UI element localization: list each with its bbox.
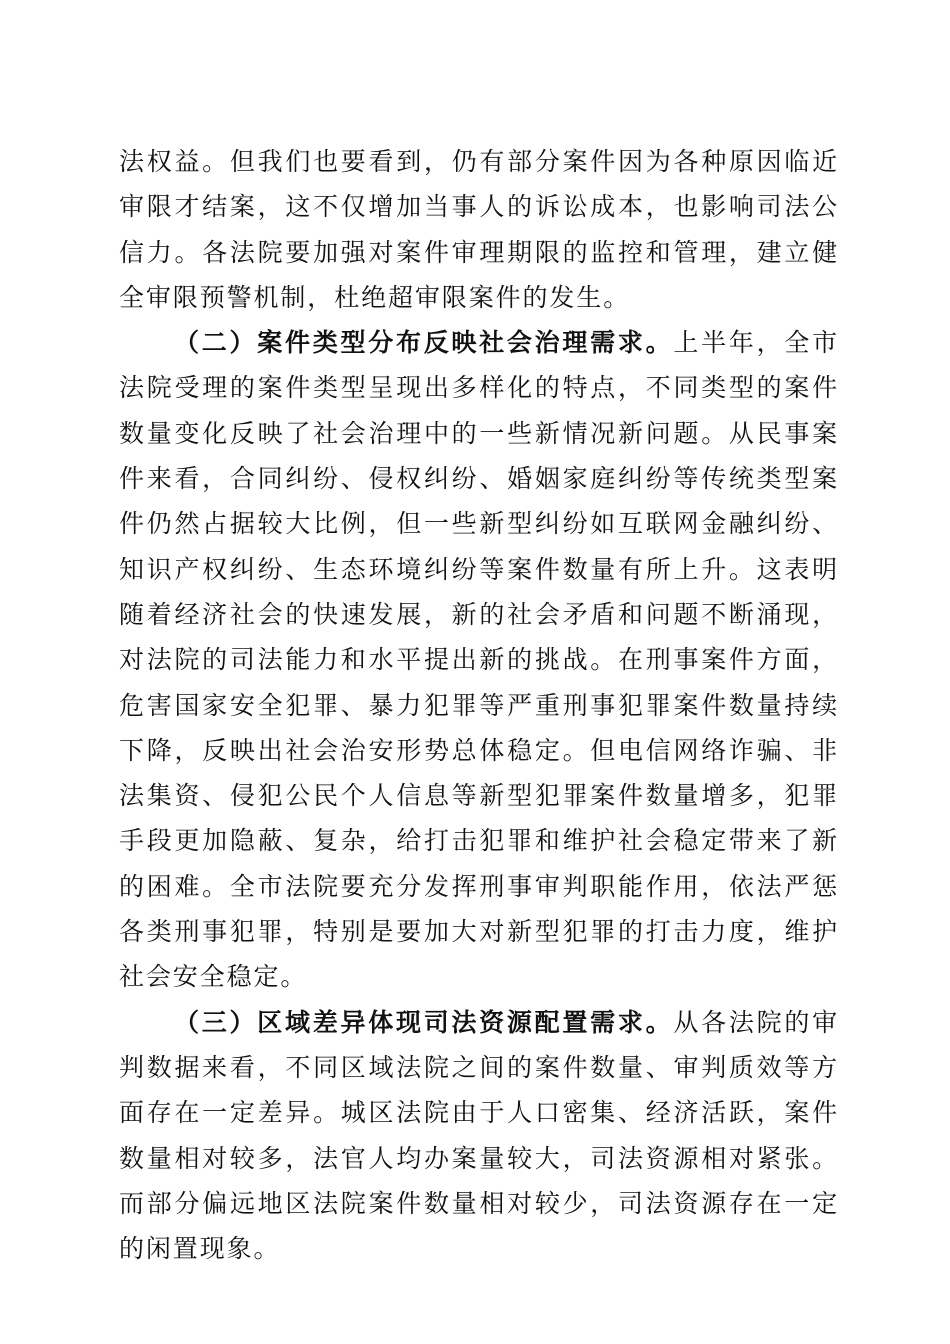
paragraph-text: 从各法院的审判数据来看，不同区域法院之间的案件数量、审判质效等方面存在一定差异。城区法院由于人口密集、经济活跃，案件数量相对较多，法官人均办案量较大，司法资源相对紧张。而部分偏远地区法院案件数量相对较少，司法资源存在一定的闲置现象。: [119, 1007, 840, 1264]
section-heading: （二）案件类型分布反映社会治理需求。: [174, 328, 674, 358]
paragraph-text: 法权益。但我们也要看到，仍有部分案件因为各种原因临近审限才结案，这不仅增加当事人的诉讼成本，也影响司法公信力。各法院要加强对案件审理期限的监控和管理，建立健全审限预警机制，杜绝超审限案件的发生。: [119, 147, 839, 312]
paragraph-continuation: [119, 139, 839, 320]
paragraph-regional-differences: [119, 1000, 839, 1272]
section-heading: （三）区域差异体现司法资源配置需求。: [174, 1007, 674, 1037]
paragraph-case-types: [119, 320, 839, 999]
paragraph-text: 上半年，全市法院受理的案件类型呈现出多样化的特点，不同类型的案件数量变化反映了社会治理中的一些新情况新问题。从民事案件来看，合同纠纷、侵权纠纷、婚姻家庭纠纷等传统类型案件仍然占据较大比例，但一些新型纠纷如互联网金融纠纷、知识产权纠纷、生态环境纠纷等案件数量有所上升。这表明随着经济社会的快速发展，新的社会矛盾和问题不断涌现，对法院的司法能力和水平提出新的挑战。在刑事案件方面，危害国家安全犯罪、暴力犯罪等严重刑事犯罪案件数量持续下降，反映出社会治安形势总体稳定。但电信网络诈骗、非法集资、侵犯公民个人信息等新型犯罪案件数量增多，犯罪手段更加隐蔽、复杂，给打击犯罪和维护社会稳定带来了新的困难。全市法院要充分发挥刑事审判职能作用，依法严惩各类刑事犯罪，特别是要加大对新型犯罪的打击力度，维护社会安全稳定。: [119, 328, 840, 992]
document-body: [119, 139, 839, 1271]
